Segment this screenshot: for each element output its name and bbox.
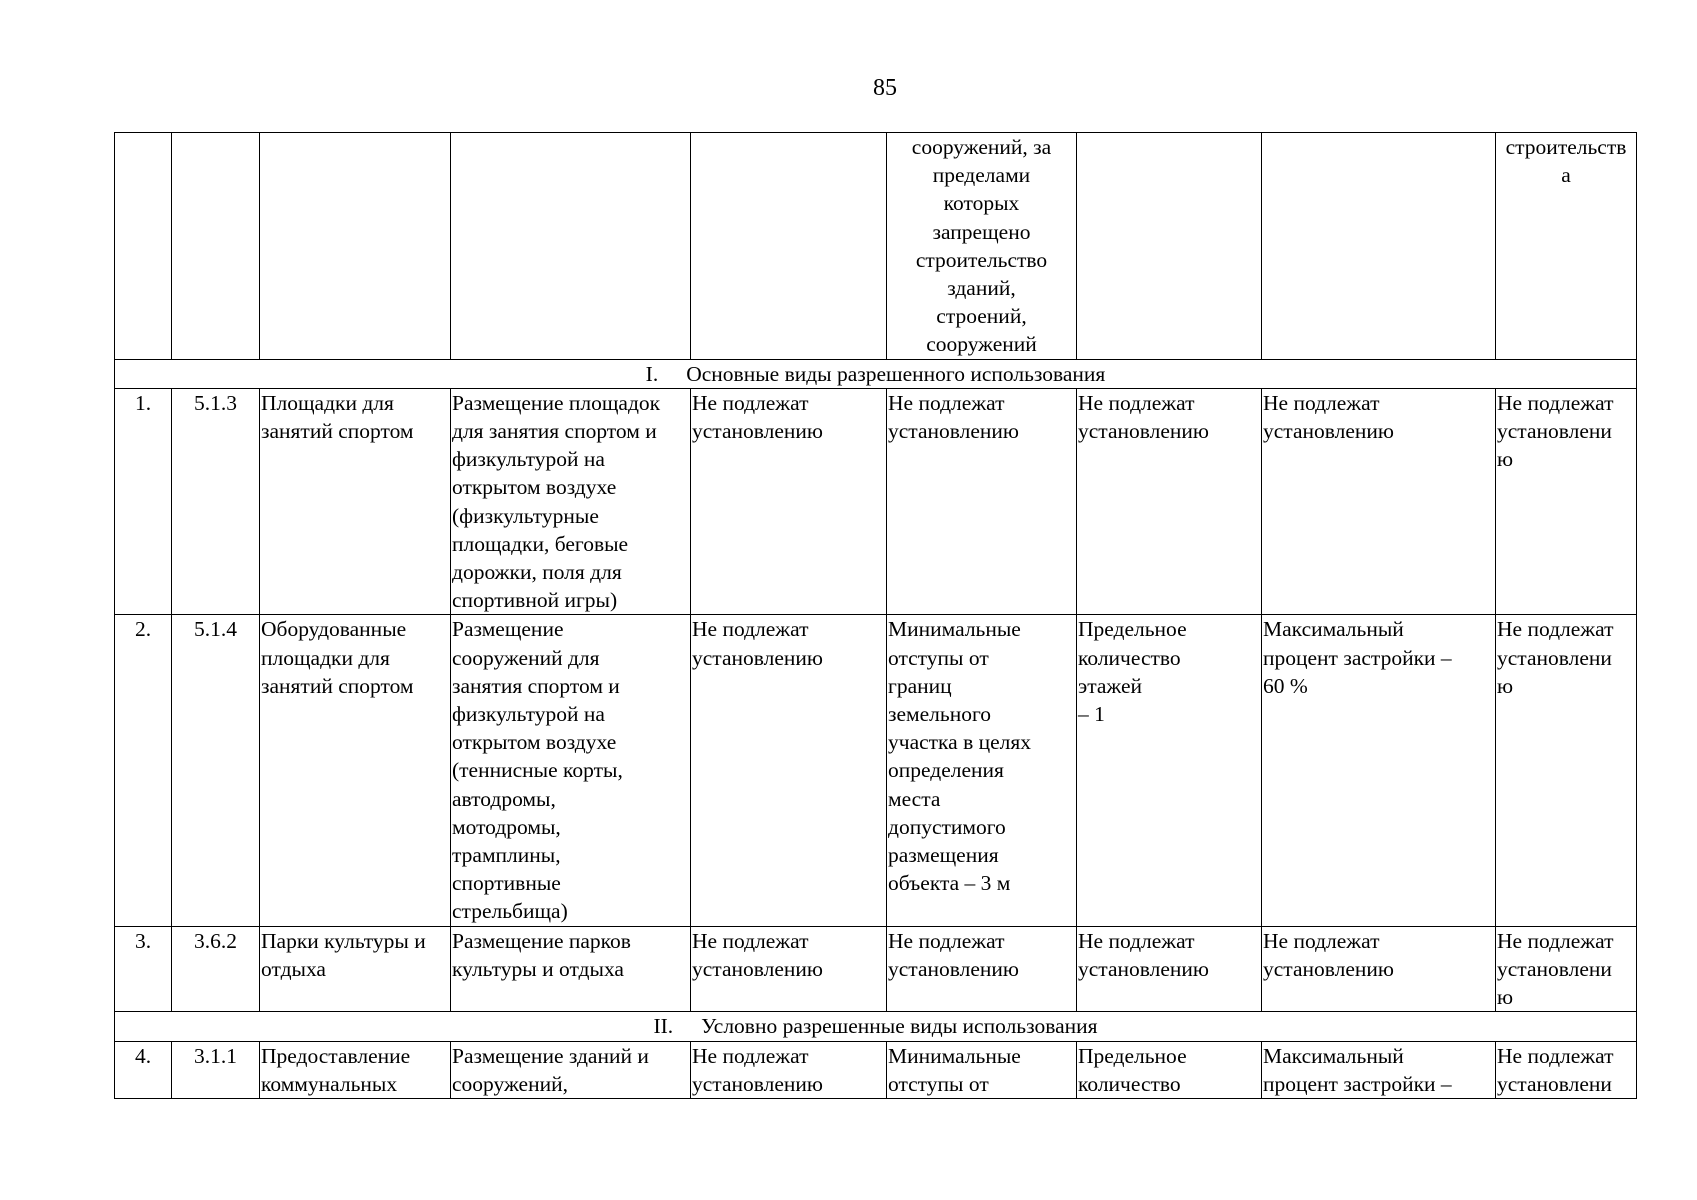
table-cell (260, 133, 451, 360)
use-name: Площадки для занятий спортом (260, 388, 451, 615)
table-cell (691, 133, 887, 360)
table-cell: Не подлежат установлени ю (1496, 615, 1637, 926)
section-number: II. (653, 1014, 674, 1039)
table-cell: Не подлежат установлению (887, 926, 1077, 1012)
section-header (115, 1012, 1637, 1041)
section-header-row (115, 359, 1637, 388)
table-cell: Не подлежат установлени (1496, 1041, 1637, 1098)
table-row (115, 615, 1637, 926)
use-code: 5.1.4 (172, 615, 260, 926)
use-description: Размещение площадок для занятия спортом и физкультурой на открытом воздухе (физкультурные площадки, беговые дорожки, поля для спортивной игры) (451, 388, 691, 615)
table-cell: Не подлежат установлению (887, 388, 1077, 615)
table-cell: Не подлежат установлению (691, 388, 887, 615)
table-cell: Не подлежат установлени ю (1496, 388, 1637, 615)
use-name: Парки культуры и отдыха (260, 926, 451, 1012)
table-row (115, 388, 1637, 615)
use-name: Оборудованные площадки для занятий спортом (260, 615, 451, 926)
table-cell: Не подлежат установлению (691, 1041, 887, 1098)
section-title: Условно разрешенные виды использования (701, 1014, 1098, 1039)
use-code: 3.1.1 (172, 1041, 260, 1098)
table-cell (172, 133, 260, 360)
row-number: 1. (115, 388, 172, 615)
zoning-regulations-table (114, 132, 1637, 1099)
continuation-cell-col6: сооружений, за пределами которых запрещено строительство зданий, строений, сооружений (887, 133, 1077, 360)
use-code: 3.6.2 (172, 926, 260, 1012)
row-number: 2. (115, 615, 172, 926)
row-number: 3. (115, 926, 172, 1012)
table-cell: Предельное количество этажей – 1 (1077, 615, 1262, 926)
section-header-row (115, 1012, 1637, 1041)
table-cell (1262, 133, 1496, 360)
table-cell (451, 133, 691, 360)
table-cell: Предельное количество (1077, 1041, 1262, 1098)
table-cell: Минимальные отступы от (887, 1041, 1077, 1098)
section-title: Основные виды разрешенного использования (686, 361, 1106, 386)
use-code: 5.1.3 (172, 388, 260, 615)
section-number: I. (645, 361, 659, 386)
continuation-cell-col9: строительств а (1496, 133, 1637, 360)
table-cell: Не подлежат установлению (1077, 926, 1262, 1012)
table-row (115, 1041, 1637, 1098)
section-header (115, 359, 1637, 388)
page-number: 85 (873, 75, 897, 101)
table-cell: Не подлежат установлению (691, 926, 887, 1012)
use-description: Размещение зданий и сооружений, (451, 1041, 691, 1098)
table-cell: Не подлежат установлению (1077, 388, 1262, 615)
table-cell: Не подлежат установлению (691, 615, 887, 926)
table-cell: Не подлежат установлени ю (1496, 926, 1637, 1012)
table-cell (115, 133, 172, 360)
use-description: Размещение сооружений для занятия спортом и физкультурой на открытом воздухе (теннисные корты, автодромы, мотодромы, трамплины, спортивные стрельбища) (451, 615, 691, 926)
continuation-row (115, 133, 1637, 360)
table-cell (1077, 133, 1262, 360)
table-row (115, 926, 1637, 1012)
table-cell: Минимальные отступы от границ земельного участка в целях определения места допустимого размещения объекта – 3 м (887, 615, 1077, 926)
table-cell: Максимальный процент застройки – 60 % (1262, 615, 1496, 926)
use-name: Предоставление коммунальных (260, 1041, 451, 1098)
table-cell: Не подлежат установлению (1262, 388, 1496, 615)
table-cell: Не подлежат установлению (1262, 926, 1496, 1012)
table-cell: Максимальный процент застройки – (1262, 1041, 1496, 1098)
row-number: 4. (115, 1041, 172, 1098)
use-description: Размещение парков культуры и отдыха (451, 926, 691, 1012)
